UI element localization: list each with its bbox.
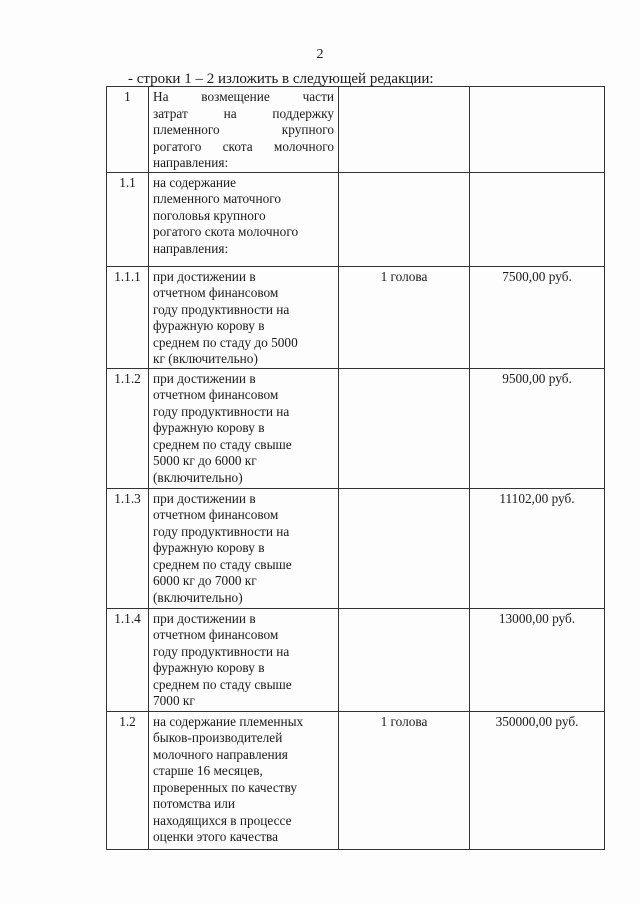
row-number: 1.1.4 [107,608,149,711]
row-description-line: 6000 кг до 7000 кг [153,573,257,588]
row-description [149,711,339,849]
row-rate: 13000,00 руб. [470,608,605,711]
row-description-line: (включительно) [153,589,243,605]
table-row [107,368,605,488]
table-row [107,608,605,711]
row-description-line: при достижении в [153,490,256,506]
row-description-line: молочного направления [153,746,288,762]
row-number: 1.2 [107,711,149,849]
rates-table [106,86,605,850]
row-description [149,368,339,488]
row-description-line: фуражную корову в [153,540,265,555]
row-description-line: оценки этого качества [153,829,279,844]
row-description-line: племенного крупного [153,122,334,137]
row-description-line: направления: [153,240,229,256]
row-rate: 9500,00 руб. [470,368,605,488]
row-description-line: поголовья крупного [153,207,266,223]
row-description-line: потомства или [153,796,235,811]
row-rate: 11102,00 руб. [470,488,605,608]
row-description-line: году продуктивности на [153,301,290,317]
table-row [107,172,605,266]
row-description-line: старше 16 месяцев, [153,763,263,778]
intro-text: - строки 1 – 2 изложить в следующей редакции: [128,71,434,87]
row-description-line: На возмещение части [153,89,334,104]
row-description [149,608,339,711]
table-row [107,488,605,608]
row-description-line: быков-производителей [153,730,283,745]
row-description-line: при достижении в [153,370,256,386]
row-description-line: на содержание племенных [153,713,304,729]
page-number: 2 [316,47,324,62]
row-description-line: году продуктивности на [153,523,290,539]
row-unit [339,608,470,711]
row-description-line: направления: [153,155,229,170]
row-description-line: проверенных по качеству [153,779,298,795]
row-description-line: среднем по стаду до 5000 [153,334,298,350]
row-description-line: отчетном финансовом [153,285,279,300]
row-description-line: кг (включительно) [153,351,258,366]
row-description-line: на содержание [153,174,237,190]
row-unit [339,87,470,173]
row-description-line: среднем по стаду свыше [153,556,292,572]
row-description-line: фуражную корову в [153,420,265,435]
row-description-line: при достижении в [153,268,256,284]
table-row [107,711,605,849]
row-unit [339,368,470,488]
row-description-line: находящихся в процессе [153,812,292,828]
row-description-line: затрат на поддержку [153,105,334,121]
row-number: 1.1.2 [107,368,149,488]
row-description-line: среднем по стаду свыше [153,436,292,452]
row-description-line: году продуктивности на [153,643,290,659]
row-rate [470,172,605,266]
row-description-line: фуражную корову в [153,318,265,333]
row-description-line: (включительно) [153,469,243,485]
row-description [149,87,339,173]
row-number: 1.1.3 [107,488,149,608]
row-number: 1.1.1 [107,266,149,368]
row-rate: 350000,00 руб. [470,711,605,849]
table-row [107,87,605,173]
row-description [149,172,339,266]
row-description-line: рогатого скота молочного [153,224,299,239]
row-description [149,488,339,608]
row-unit [339,172,470,266]
row-unit [339,488,470,608]
row-description-line: рогатого скота молочного [153,138,334,154]
table-row [107,266,605,368]
row-description [149,266,339,368]
row-number: 1.1 [107,172,149,266]
row-number: 1 [107,87,149,173]
row-unit: 1 голова [339,711,470,849]
row-description-line: фуражную корову в [153,660,265,675]
row-description-line: при достижении в [153,610,256,626]
row-rate: 7500,00 руб. [470,266,605,368]
row-unit: 1 голова [339,266,470,368]
row-description-line: среднем по стаду свыше [153,676,292,692]
row-description-line: отчетном финансовом [153,387,279,402]
row-description-line: 7000 кг [153,693,195,708]
row-description-line: племенного маточного [153,191,281,206]
row-description-line: отчетном финансовом [153,507,279,522]
row-description-line: 5000 кг до 6000 кг [153,453,257,468]
row-rate [470,87,605,173]
row-description-line: отчетном финансовом [153,627,279,642]
row-description-line: году продуктивности на [153,403,290,419]
